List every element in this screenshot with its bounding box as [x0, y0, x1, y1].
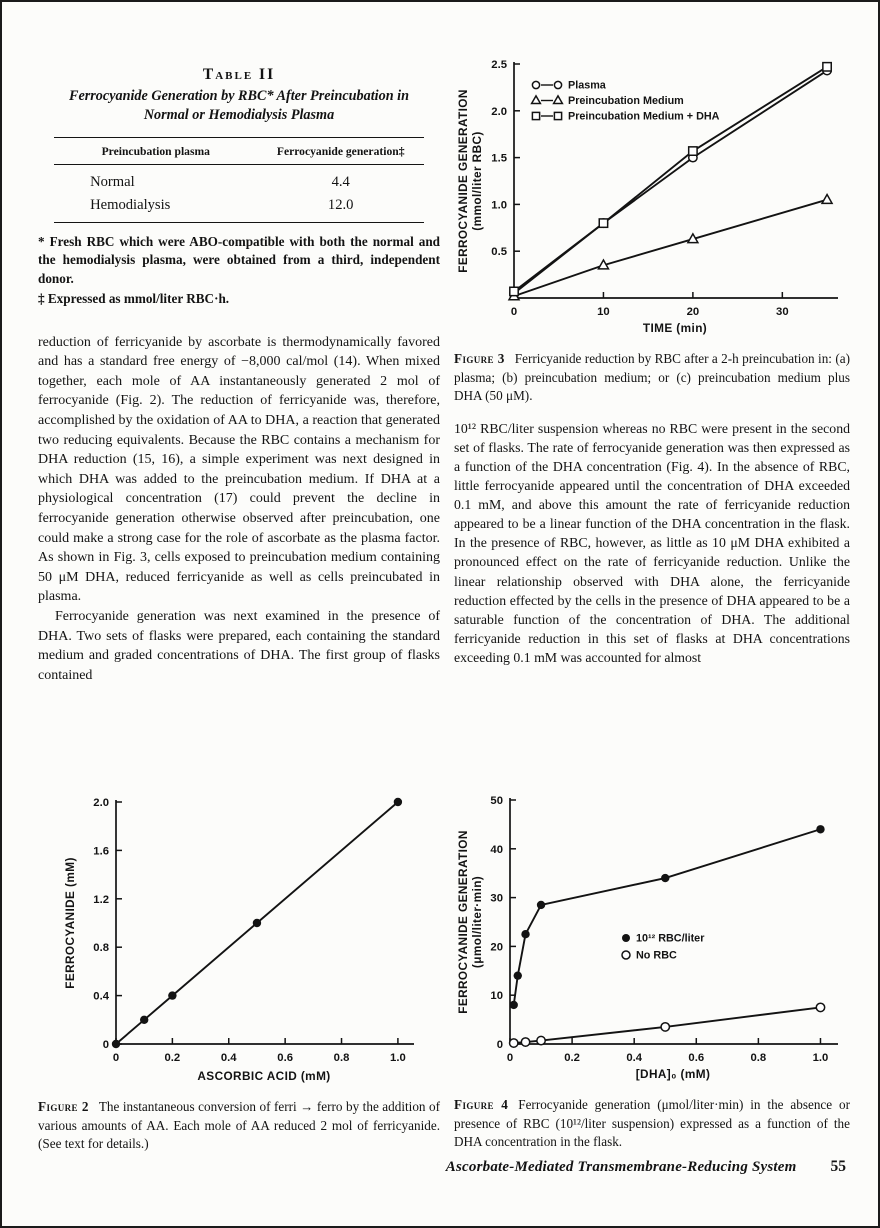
svg-text:0.6: 0.6: [277, 1052, 294, 1064]
table-title: Ferrocyanide Generation by RBC* After Preincubation in Normal or Hemodialysis Plasma: [69, 88, 409, 123]
svg-text:1.0: 1.0: [491, 199, 507, 212]
svg-text:2.0: 2.0: [93, 797, 109, 809]
table-footnotes: [38, 233, 440, 309]
figure-4-chart: [454, 788, 850, 1088]
svg-text:0.4: 0.4: [93, 990, 109, 1003]
svg-text:FERROCYANIDE GENERATION: FERROCYANIDE GENERATION: [456, 830, 470, 1014]
svg-text:1.5: 1.5: [491, 152, 507, 165]
svg-text:0.6: 0.6: [688, 1052, 705, 1064]
right-column: [454, 52, 850, 667]
figure-2-chart: [50, 788, 430, 1090]
svg-text:0.8: 0.8: [93, 942, 109, 955]
svg-text:2.0: 2.0: [491, 105, 507, 118]
figure-3-chart: [454, 52, 850, 342]
footnote-double-dagger: ‡ Expressed as mmol/liter RBC·h.: [38, 291, 230, 307]
page-footer: [38, 1158, 846, 1176]
figure-4-caption: [454, 1096, 850, 1152]
svg-text:50: 50: [490, 795, 503, 807]
svg-text:TIME (min): TIME (min): [642, 321, 708, 335]
svg-text:0.2: 0.2: [564, 1052, 580, 1064]
svg-text:0.5: 0.5: [491, 246, 507, 259]
svg-text:1.2: 1.2: [93, 893, 109, 906]
svg-text:0: 0: [496, 1039, 503, 1051]
figure-2: [38, 788, 440, 1154]
svg-text:10¹² RBC/liter: 10¹² RBC/liter: [636, 932, 705, 945]
figure-2-caption-text: The instantaneous conversion of ferri → ferro by the addition of various amounts of AA. Each mole of AA reduced 2 mol of ferricyanide. (See text for details.): [38, 1099, 440, 1152]
figure-2-caption: [38, 1098, 440, 1154]
figure-3-caption-text: Ferricyanide reduction by RBC after a 2-h preincubation in: (a) plasma; (b) preincubation medium; or (c) preincubation medium plus DHA (50 μM).: [454, 351, 851, 404]
svg-text:1.6: 1.6: [93, 845, 109, 858]
svg-text:40: 40: [490, 843, 503, 856]
col-header-ferrocyanide-generation: Ferrocyanide generation‡: [257, 138, 423, 165]
svg-text:0: 0: [510, 306, 518, 318]
svg-text:FERROCYANIDE (mM): FERROCYANIDE (mM): [63, 857, 77, 989]
bottom-figures-row: [38, 788, 850, 1154]
table-2: [38, 66, 440, 309]
svg-text:20: 20: [490, 941, 503, 954]
svg-text:0.2: 0.2: [164, 1052, 181, 1064]
svg-text:10: 10: [597, 306, 610, 318]
svg-text:Preincubation Medium + DHA: Preincubation Medium + DHA: [568, 110, 720, 123]
svg-text:Plasma: Plasma: [568, 79, 606, 92]
svg-text:0: 0: [102, 1039, 109, 1051]
svg-text:(mmol/liter RBC): (mmol/liter RBC): [470, 131, 484, 231]
svg-text:1.0: 1.0: [812, 1052, 829, 1064]
svg-text:0: 0: [506, 1052, 514, 1064]
col-header-preincubation-plasma: Preincubation plasma: [54, 138, 257, 165]
table-row: [54, 194, 424, 223]
svg-text:0: 0: [112, 1052, 120, 1064]
body-paragraph-left-2: Ferrocyanide generation was next examined in the presence of DHA. Two sets of flasks were prepared, each containing the standard medium and graded concentrations of DHA. The first group of flasks contained: [38, 608, 440, 683]
svg-text:2.5: 2.5: [491, 59, 507, 71]
svg-text:0.8: 0.8: [333, 1052, 350, 1064]
figure-4-label: Figure 4: [454, 1097, 509, 1112]
figure-2-label: Figure 2: [38, 1099, 89, 1114]
table-row: [54, 165, 424, 195]
cell-plasma-type: Hemodialysis: [90, 197, 171, 213]
figure-3-label: Figure 3: [454, 351, 505, 366]
figure-4: [454, 788, 850, 1154]
svg-text:10: 10: [490, 990, 503, 1003]
figure-3-caption: [454, 350, 850, 406]
footnote-asterisk: * Fresh RBC which were ABO-compatible with both the normal and the hemodialysis plasma, were obtained from a third, independent donor.: [38, 234, 440, 286]
svg-text:FERROCYANIDE GENERATION: FERROCYANIDE GENERATION: [456, 89, 470, 273]
svg-text:30: 30: [490, 892, 503, 905]
cell-plasma-type: Normal: [90, 174, 135, 190]
svg-text:0.4: 0.4: [220, 1052, 237, 1064]
cell-generation-value: 12.0: [327, 197, 354, 213]
svg-text:0.4: 0.4: [626, 1052, 643, 1064]
body-paragraph-right-1: 10¹² RBC/liter suspension whereas no RBC were present in the second set of flasks. The rate of ferrocyanide generation was then expressed as a function of the DHA concentration (Fig. 4). In the absence of RBC, little ferrocyanide appeared until the concentration of DHA exceeded 0.1 mM, and above this amount the rate of ferricyanide reduction appeared to be a linear function of the DHA concentration in the flask. In the presence of RBC, however, as little as 10 μM DHA exhibited a pronounced effect on the rate of ferricyanide reduction. Unlike the linear relationship observed with DHA alone, the ferricyanide reduction effected by the cells in the presence of DHA appeared to be a saturable function of the concentration of DHA. The additional ferricyanide reduction in this set of flasks at DHA concentrations exceeding 0.1 mM was accounted for almost: [454, 420, 850, 665]
figure-4-caption-text: Ferrocyanide generation (μmol/liter·min) in the absence or presence of RBC (10¹²/liter suspension) expressed as a function of the DHA concentration in the flask.: [454, 1097, 850, 1150]
svg-text:1.0: 1.0: [390, 1052, 406, 1064]
svg-text:ASCORBIC ACID (mM): ASCORBIC ACID (mM): [197, 1069, 331, 1083]
svg-text:No RBC: No RBC: [636, 949, 677, 962]
svg-text:(μmol/liter·min): (μmol/liter·min): [470, 875, 484, 969]
svg-text:Preincubation Medium: Preincubation Medium: [568, 95, 684, 107]
svg-text:0.8: 0.8: [750, 1052, 767, 1064]
table-2-grid: [54, 137, 424, 223]
svg-text:30: 30: [776, 306, 789, 318]
table-header-row: [54, 138, 424, 165]
cell-generation-value: 4.4: [331, 174, 350, 190]
svg-text:[DHA]₀ (mM): [DHA]₀ (mM): [635, 1067, 711, 1081]
body-paragraph-left-1: reduction of ferricyanide by ascorbate is thermodynamically favored and has a standard free energy of −8,000 cal/mol (14). When mixed together, each mole of AA instantaneously generated 2 mol of ferrocyanide (Fig. 2). The reduction of ferricyanide was, therefore, accomplished by the oxidation of AA to DHA, a reaction that generated two reducing equivalents. Because the RBC contains a mechanism for DHA reduction (15, 16), a simple experiment was next designed in which DHA was added to the preincubation medium. If DHA at a physiological concentration (17) could prevent the decline in ferrocyanide generation otherwise observed after preincubation, one could make a strong case for the role of ascorbate as the plasma factor. As shown in Fig. 3, cells exposed to preincubation medium containing 50 μM DHA, reduced ferricyanide as well as cells preincubated in plasma.: [38, 334, 440, 605]
left-column: [38, 66, 440, 685]
running-title: Ascorbate-Mediated Transmembrane-Reducing System: [445, 1159, 797, 1175]
table-caption: Table II: [202, 66, 276, 83]
svg-text:20: 20: [686, 306, 700, 318]
page-number: 55: [830, 1158, 846, 1175]
